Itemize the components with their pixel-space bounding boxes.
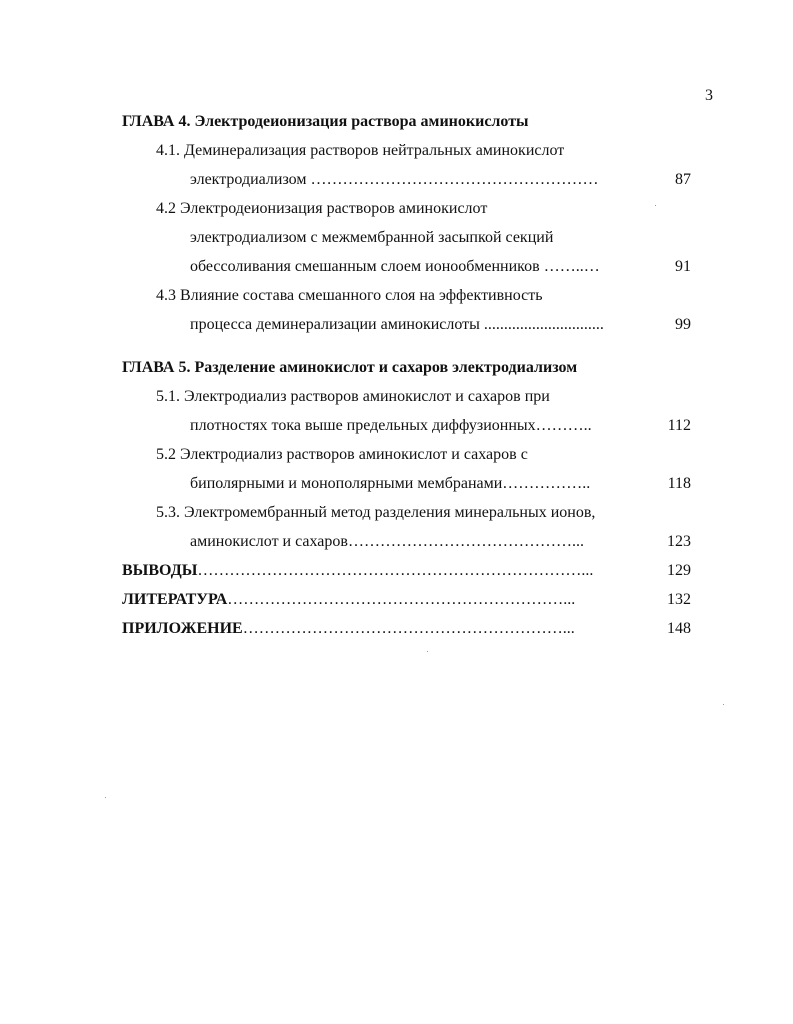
toc-leader-dots: ……………………………………………………... — [242, 620, 575, 637]
scan-speck — [427, 651, 428, 652]
toc-page-number: 118 — [667, 475, 691, 492]
toc-leader-dots: ………………………………………………………………... — [197, 562, 594, 579]
toc-leader-dots: ………………………………………………………... — [227, 591, 576, 608]
toc-entry-line — [122, 561, 593, 581]
toc-section-label: ВЫВОДЫ — [122, 562, 198, 579]
toc-page-number: 99 — [675, 316, 691, 333]
toc-chapter-4-title: ГЛАВА 4. Электродеионизация раствора аминокислоты — [122, 113, 529, 130]
toc-chapter-5-title: ГЛАВА 5. Разделение аминокислот и сахаров электродиализом — [122, 359, 578, 376]
scan-speck — [105, 797, 106, 798]
toc-entry-line — [122, 590, 575, 610]
toc-page-number: 148 — [667, 620, 691, 637]
toc-entry-line: аминокислот и сахаров……………………………………... — [190, 533, 584, 550]
toc-page-number: 132 — [667, 591, 691, 608]
toc-entry-line: 5.2 Электродиализ растворов аминокислот и сахаров с — [156, 446, 528, 463]
toc-section-label: ПРИЛОЖЕНИЕ — [122, 620, 243, 637]
toc-entry-line: 4.2 Электродеионизация растворов аминокислот — [156, 200, 488, 217]
toc-page-number: 91 — [675, 258, 691, 275]
toc-section-label: ЛИТЕРАТУРА — [122, 591, 228, 608]
toc-page-number: 87 — [675, 171, 691, 188]
toc-entry-line: электродиализом с межмембранной засыпкой секций — [190, 229, 554, 246]
toc-entry-line: 5.1. Электродиализ растворов аминокислот и сахаров при — [156, 388, 550, 405]
toc-entry-line: 5.3. Электромембранный метод разделения минеральных ионов, — [156, 504, 596, 521]
toc-page-number: 129 — [667, 562, 691, 579]
toc-entry-line: 4.1. Деминерализация растворов нейтральных аминокислот — [156, 142, 565, 159]
toc-entry-line: биполярными и монополярными мембранами…………….. — [190, 475, 591, 492]
toc-entry-line: процесса деминерализации аминокислоты .............................. — [190, 316, 604, 333]
scan-speck — [723, 704, 724, 705]
page-number: 3 — [705, 87, 713, 104]
toc-entry-line: обессоливания смешанным слоем ионообменников ……..… — [190, 258, 600, 275]
toc-entry-line — [122, 619, 575, 639]
scan-speck — [655, 205, 656, 206]
toc-entry-line: электродиализом ……………………………………………… — [190, 171, 599, 188]
toc-entry-line: плотностях тока выше предельных диффузионных……….. — [190, 417, 592, 434]
toc-page-number: 112 — [667, 417, 691, 434]
toc-page-number: 123 — [667, 533, 691, 550]
toc-entry-line: 4.3 Влияние состава смешанного слоя на эффективность — [156, 287, 543, 304]
